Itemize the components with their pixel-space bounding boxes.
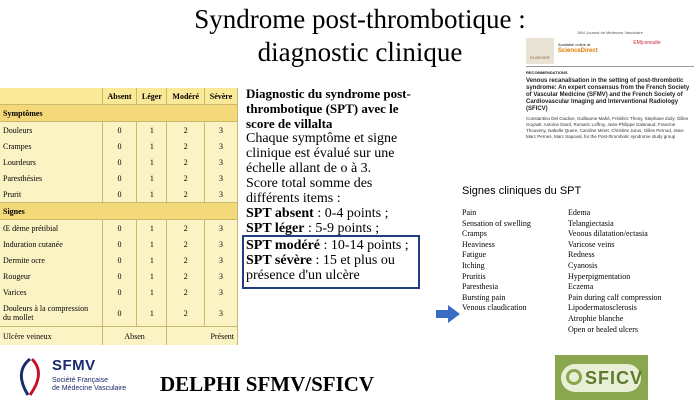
villalta-score-table [0,88,238,345]
list-item: Edema [568,208,591,217]
score-value: : 5-9 points ; [304,221,380,236]
list-item: Cramps [462,229,487,239]
cell: 3 [205,154,238,170]
section-label: Signes [0,203,238,220]
list-item: Hyperpigmentation [568,271,631,281]
cell: 3 [205,170,238,186]
signs-list-left [462,208,531,314]
cell: 0 [102,236,137,252]
table-row [0,186,238,203]
sciencedirect-block [558,38,613,64]
signs-title: Signes cliniques du SPT [462,185,582,197]
cell: 2 [167,284,205,300]
score-value: : 10-14 points ; [320,238,409,253]
sfmv-subtitle [52,377,126,393]
cell: 1 [137,284,167,300]
sfmv-sub-line: de Médecine Vasculaire [52,385,127,392]
table-row-ulcer [0,327,238,346]
list-item: Paresthesia [462,282,498,292]
list-item: Itching [462,260,485,270]
cell: 3 [205,300,238,327]
sfmv-name: SFMV [52,357,96,374]
cell: 2 [167,300,205,327]
row-label: Paresthésies [0,170,102,186]
cell: 2 [167,236,205,252]
header-cell: Léger [137,88,167,105]
list-item: Cyanosis [568,260,598,270]
cell: 1 [137,252,167,268]
cell: 0 [102,284,137,300]
list-item: Pain during calf compression [568,292,662,302]
row-label-line: Douleurs à la compression [3,304,89,313]
article-type: RECOMMENDATIONS [526,70,568,75]
score-absent [246,206,426,221]
cell: 1 [137,220,167,237]
cell: 1 [137,268,167,284]
row-label: Rougeur [0,268,102,284]
list-item: Redness [568,250,595,260]
list-item: Pruritis [462,271,486,281]
row-label: Ulcère veineux [0,327,102,346]
article-title: Venous recanalisation in the setting of post-thrombotic syndrome: An expert consensus from the French Society of Vascular Medicine (SFMV) and the French Society of Cardiovascular Imaging and Interventional Radiology (SFICV) [526,78,690,112]
section-row-signs [0,203,238,220]
cell: 2 [167,138,205,154]
journal-name: JMV-Journal de Médecine Vasculaire [577,30,643,35]
score-label: SPT léger [246,221,305,236]
cell: 3 [205,220,238,237]
cell: 0 [102,268,137,284]
list-item: Veoous dilatation/ectasia [568,229,648,239]
sfmv-logo [14,355,154,400]
list-item: Atrophie blanche [568,313,624,323]
sfmv-mark-icon [14,357,46,397]
description-heading: Diagnostic du syndrome post-thrombotique (SPT) avec le score de villalta [246,86,411,131]
cell: 1 [137,170,167,186]
cell: 3 [205,252,238,268]
row-label: Prurit [0,186,102,203]
description-text: Score total somme des différents items : [246,176,373,206]
list-item: Open or healed ulcers [568,324,638,334]
cell: 3 [205,268,238,284]
cell: 0 [102,186,137,203]
score-label: SPT modéré [246,238,321,253]
table-row [0,138,238,154]
sficv-name: SFICV [585,368,644,388]
cell: 2 [167,154,205,170]
section-label: Symptômes [0,105,238,122]
table-row [0,268,238,284]
row-label: Œ dème prétibial [0,220,102,237]
signs-list-right [568,208,662,335]
row-label [0,300,102,327]
cell: 1 [137,154,167,170]
score-value: : 15 et plus ou présence d'un ulcère [246,253,395,283]
sciencedirect-logo: ScienceDirect [558,48,598,54]
row-label-line: du mollet [3,313,34,322]
publisher-band [526,38,694,64]
cell: 3 [205,138,238,154]
table-row [0,300,238,327]
score-value: : 0-4 points ; [313,206,389,221]
table-row [0,284,238,300]
list-item: Pain [462,208,477,217]
score-label: SPT sévère [246,253,312,268]
table-header-row [0,88,238,105]
title-line-2: diagnostic clinique [257,37,463,67]
cell: 0 [102,300,137,327]
row-label: Douleurs [0,122,102,139]
cell: 0 [102,154,137,170]
cell: 0 [102,138,137,154]
row-label: Lourdeurs [0,154,102,170]
emconsulte-logo: EM|consulte [633,40,661,46]
table-row [0,170,238,186]
cell: 0 [102,122,137,139]
article-thumbnail [526,30,694,180]
list-item: Eczema [568,282,594,292]
list-item: Telangiectasia [568,218,614,228]
score-leger [246,221,426,236]
header-cell [0,88,102,105]
table-row [0,252,238,268]
elsevier-logo: ELSEVIER [526,38,554,64]
list-item: Lipodermatosclerosis [568,303,637,313]
row-label: Varices [0,284,102,300]
arrow-right-icon [436,305,460,323]
cell: 1 [137,138,167,154]
table-row [0,122,238,139]
table-row [0,154,238,170]
cell: 2 [167,186,205,203]
table-row [0,220,238,237]
cell-absent: Absen [102,327,167,346]
row-label: Crampes [0,138,102,154]
title-line-1: Syndrome post-thrombotique : [194,4,526,34]
list-item: Varicose veins [568,239,615,249]
cell-present: Présent [167,327,238,346]
list-item: Venous claudication [462,303,527,313]
list-item: Sensation of swelling [462,218,531,228]
cell: 3 [205,284,238,300]
score-severe-block [246,238,418,283]
list-item: Fatigue [462,250,486,260]
header-cell: Modéré [167,88,205,105]
header-cell: Sévère [205,88,238,105]
score-severe [246,253,418,283]
header-cell: Absent [102,88,137,105]
divider [526,66,694,67]
list-item: Heaviness [462,239,495,249]
cell: 0 [102,170,137,186]
cell: 3 [205,122,238,139]
sfmv-sub-line: Société Française [52,377,109,384]
delphi-label: DELPHI SFMV/SFICV [160,372,375,396]
description-text: Chaque symptôme et signe clinique est évalué sur une échelle allant de o à 3. [246,131,398,176]
cell: 2 [167,220,205,237]
available-text: Available online at [558,42,591,47]
section-row-symptoms [0,105,238,122]
swirl-icon [566,369,582,385]
cell: 0 [102,252,137,268]
cell: 1 [137,186,167,203]
slide-title [150,3,570,69]
sficv-logo [555,355,648,400]
cell: 2 [167,268,205,284]
cell: 3 [205,186,238,203]
sficv-badge [561,364,644,392]
cell: 0 [102,220,137,237]
cell: 1 [137,122,167,139]
cell: 1 [137,236,167,252]
score-modere [246,238,418,253]
cell: 2 [167,252,205,268]
article-authors: Constantino Del Giudice, Guillaume Mahé, Frédéric Thony, Stephane Zuily, Gilles Goyault, Antoine Diard, Romaric Loffroy, Jean-Philippe Galanaud, Francine Thouveny, Isabelle Quere, Caroline Minet, Christine Jurus, Gilles Pernod, Jean-Marc Pernes, Marc Sapoval, for the Post-thrombotic syndrome study group [526,116,689,139]
table-row [0,236,238,252]
cell: 2 [167,122,205,139]
cell: 3 [205,236,238,252]
list-item: Bursting pain [462,292,506,302]
cell: 1 [137,300,167,327]
row-label: Dermite ocre [0,252,102,268]
villalta-description [246,86,426,236]
score-label: SPT absent [246,206,314,221]
row-label: Induration cutanée [0,236,102,252]
cell: 2 [167,170,205,186]
